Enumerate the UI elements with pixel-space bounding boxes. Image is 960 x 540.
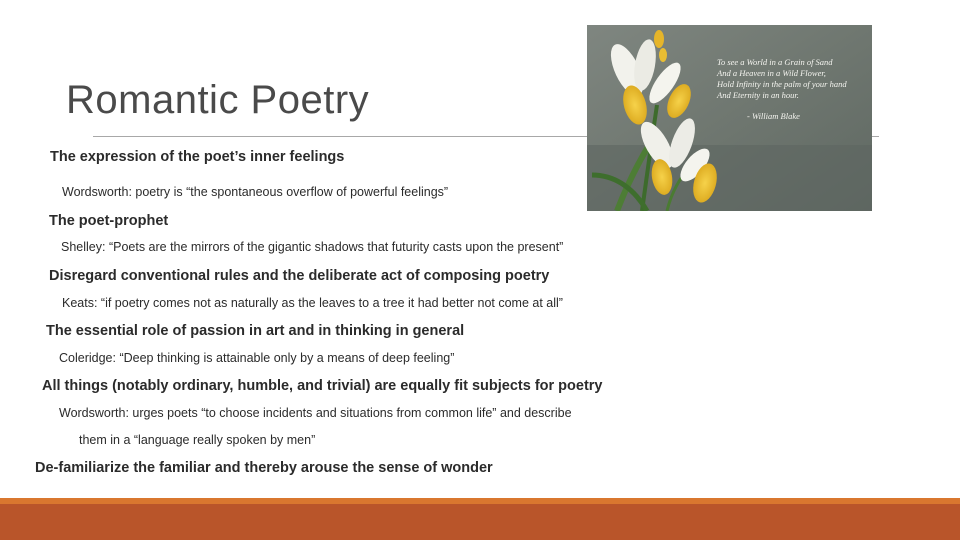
quote-attribution: - William Blake <box>747 111 800 121</box>
bullet-4: The essential role of passion in art and in thinking in general <box>46 323 465 339</box>
sub-bullet-1: Wordsworth: poetry is “the spontaneous overflow of powerful feelings” <box>62 185 449 199</box>
quote-line-3: Hold Infinity in the palm of your hand <box>717 79 847 89</box>
sub-bullet-4: Coleridge: “Deep thinking is attainable only by a means of deep feeling” <box>59 351 455 365</box>
quote-line-1: To see a World in a Grain of Sand <box>717 57 833 67</box>
slide-title: Romantic Poetry <box>66 78 370 122</box>
bullet-5: All things (notably ordinary, humble, and trivial) are equally fit subjects for poetry <box>42 378 603 394</box>
sub-bullet-5: Wordsworth: urges poets “to choose incidents and situations from common life” and describe <box>59 406 572 420</box>
bullet-2: The poet-prophet <box>49 213 169 229</box>
bullet-6: De-familiarize the familiar and thereby arouse the sense of wonder <box>35 460 493 476</box>
bullet-1: The expression of the poet’s inner feelings <box>50 149 345 165</box>
quote-line-4: And Eternity in an hour. <box>717 90 799 100</box>
bullet-3: Disregard conventional rules and the deliberate act of composing poetry <box>49 268 550 284</box>
footer-accent-stripe <box>0 498 960 504</box>
sub-bullet-3: Keats: “if poetry comes not as naturally as the leaves to a tree it had better not come at all” <box>62 296 563 310</box>
footer-accent-bar <box>0 498 960 540</box>
sub-bullet-5-continued: them in a “language really spoken by men” <box>79 433 316 447</box>
sub-bullet-2: Shelley: “Poets are the mirrors of the gigantic shadows that futurity casts upon the present” <box>61 240 564 254</box>
quote-line-2: And a Heaven in a Wild Flower, <box>717 68 826 78</box>
iris-flower-photo <box>587 25 872 211</box>
